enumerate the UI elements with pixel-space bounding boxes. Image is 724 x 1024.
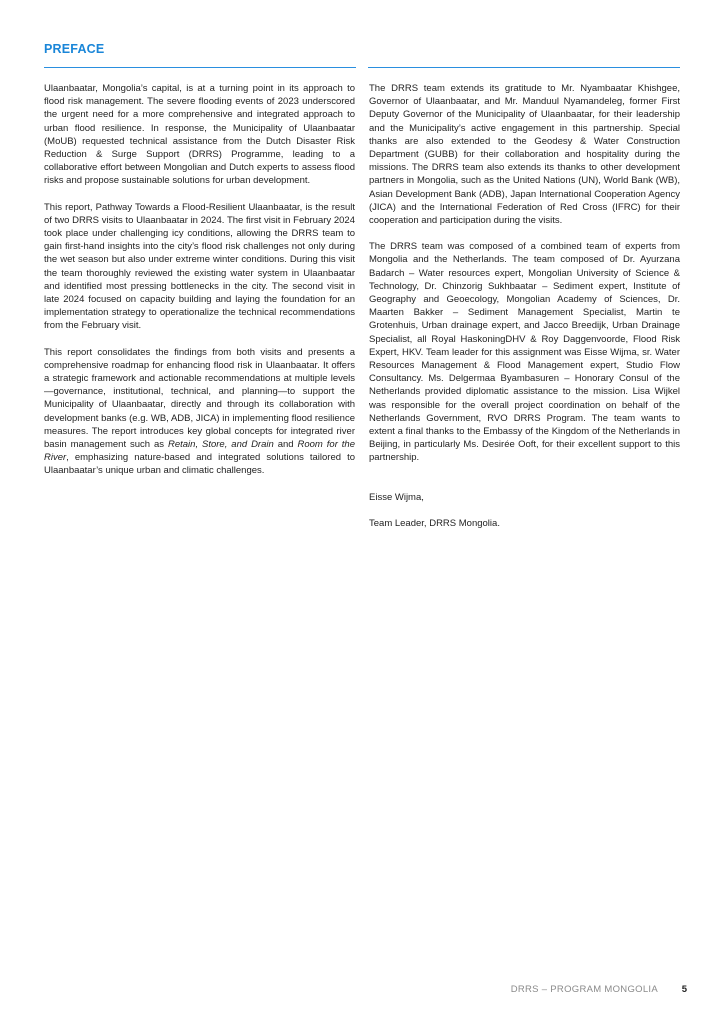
paragraph-report: This report, Pathway Towards a Flood-Resilient Ulaanbaatar, is the result of two DRRS visits to Ulaanbaatar in 2024. The first visit in February 2024 took place under challenging icy conditions, allowing the DRRS team to gain first-hand insights into the city’s flood risk challenges not only during the wet season but also under extreme winter conditions. During this visit the team thoroughly reviewed the existing water system in Ulaanbaatar and identified most pressing bottlenecks in the city. The second visit in late 2024 focused on capacity building and laying the foundation for an implementation strategy to operationalize the technical recommendations from the February visit. xyxy=(44,201,355,332)
paragraph-gratitude: The DRRS team extends its gratitude to Mr. Nyambaatar Khishgee, Governor of Ulaanbaatar, and Mr. Manduul Nyamandeleg, former First Deputy Governor of the Municipality of Ulaanbaatar, for their leadership and the Municipality’s active engagement in this partnership. Special thanks are also extended to the Geodesy & Water Construction Department (GUBB) for their collaboration and hospitality during the missions. The DRRS team also extends its thanks to other development partners in Mongolia, such as the United Nations (UN), World Bank (WB), Asian Development Bank (ADB), Japan International Cooperation Agency (JICA) and the International Federation of Red Cross (IFRC) for their cooperation and participation during the visits. xyxy=(369,83,680,227)
paragraph-roadmap xyxy=(44,346,355,478)
concept-room-for-river: Room for the River xyxy=(44,439,355,464)
footer-program: DRRS – PROGRAM MONGOLIA xyxy=(510,984,658,995)
signature-name: Eisse Wijma, xyxy=(369,491,424,503)
roadmap-text-b: and xyxy=(273,439,298,451)
left-column xyxy=(44,82,355,491)
roadmap-text-c: , emphasizing nature-based and integrated solutions tailored to Ulaanbaatar’s unique urban and climatic challenges. xyxy=(44,452,355,477)
roadmap-text-a: This report consolidates the findings from both visits and presents a comprehensive roadmap for enhancing flood risk in Ulaanbaatar. It offers a strategic framework and actionable recommendations at multiple levels—governance, institutional, technical, and planning—to support the Municipality of Ulaanbaatar, directly and through its collaboration with development banks (e.g. WB, ADB, JICA) in implementing flood resilience measures. The report introduces key global concepts for integrated river basin management such as xyxy=(44,346,355,451)
left-divider xyxy=(44,67,356,68)
signature-title: Team Leader, DRRS Mongolia. xyxy=(369,517,500,529)
concept-retain-store-drain: Retain, Store, and Drain xyxy=(167,439,274,451)
page-title: PREFACE xyxy=(44,42,105,56)
paragraph-team: The DRRS team was composed of a combined team of experts from Mongolia and the Netherlands. The team composed of Dr. Ayurzana Badarch – Water resources expert, Mongolian University of Science & Technology, Dr. Chinzorig Sukhbaatar – Sediment expert, Institute of Geography and Geoecology, Mongolian Academy of Sciences, Dr. Maarten Bakker – Sediment Management Specialist, Martin te Grotenhuis, Urban drainage expert, and Jacco Breedijk, Urban Drainage Specialist, all Royal HaskoningDHV & Roy Daggenvoorde, Flood Risk Expert, HKV. Team leader for this assignment was Eisse Wijma, sr. Water Resources Management & Flood Management expert, Studio Flow Consultancy. Ms. Delgermaa Byambasuren – Honorary Consul of the Netherlands provided diplomatic assistance to the mission. Lisa Wijkel was responsible for the overall project coordination on behalf of the Netherlands Government, RVO DRRS Program. The team wants to extent a final thanks to the Embassy of the Kingdom of the Netherlands in Beijing, in particularly Ms. Desirée Ooft, for their excellent support to this partnership. xyxy=(369,241,680,464)
right-column xyxy=(369,82,680,543)
right-divider xyxy=(368,67,680,68)
page-number: 5 xyxy=(681,984,687,995)
paragraph-intro: Ulaanbaatar, Mongolia’s capital, is at a turning point in its approach to flood risk management. The severe flooding events of 2023 underscored the urgent need for a more comprehensive and integrated approach to urban flood resilience. In response, the Municipality of Ulaanbaatar (MoUB) requested technical assistance from the Dutch Disaster Risk Reduction & Surge Support (DRRS) Programme, leading to a collaborative effort between Mongolian and Dutch experts to assess flood risks and propose sustainable solutions for urban development. xyxy=(44,83,355,187)
